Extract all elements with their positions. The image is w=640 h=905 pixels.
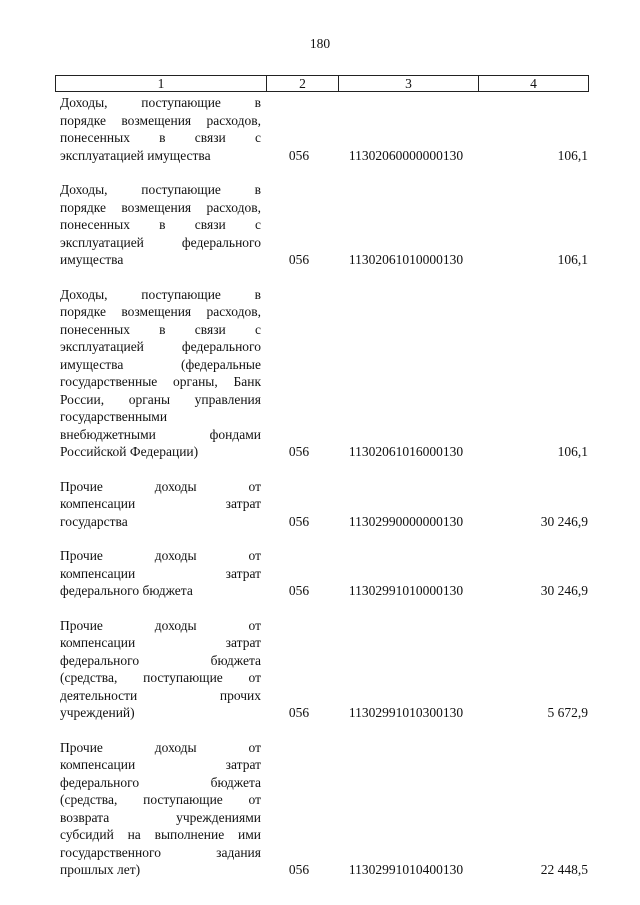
row-name-line: государственного задания — [60, 844, 261, 860]
header-col-1: 1 — [56, 76, 267, 92]
row-admin-code: 056 — [288, 583, 310, 598]
row-name — [55, 94, 261, 164]
row-name-line: (средства, поступающие от — [60, 670, 261, 685]
row-name-line: понесенных в связи с — [60, 130, 261, 145]
row-budget-code: 11302061016000130 — [348, 444, 464, 459]
row-name-line: федерального бюджета — [60, 774, 261, 790]
row-amount: 106,1 — [557, 444, 588, 459]
row-name-line: возврата учреждениями — [60, 809, 261, 825]
table-body — [55, 94, 588, 896]
row-name-line: государства — [60, 513, 128, 529]
header-col-4: 4 — [479, 76, 589, 92]
row-name-line: компенсации затрат — [60, 635, 261, 650]
row-budget-code: 11302061010000130 — [348, 252, 464, 267]
table-row — [55, 94, 588, 164]
row-admin-code: 056 — [288, 862, 310, 877]
row-name-line: Российской Федерации) — [60, 444, 199, 459]
row-name — [55, 547, 261, 600]
row-name-line: понесенных в связи с — [60, 321, 261, 337]
row-name-line: Прочие доходы от — [60, 739, 261, 755]
row-name-line: субсидий на выполнение ими — [60, 827, 261, 842]
row-name-line: федерального бюджета — [60, 652, 261, 668]
row-name-line: порядке возмещения расходов, — [60, 112, 261, 128]
row-budget-code: 11302991010300130 — [348, 705, 464, 720]
table-row — [55, 478, 588, 531]
row-budget-code: 11302991010400130 — [348, 862, 464, 877]
row-budget-code: 11302060000000130 — [348, 147, 464, 163]
row-name-line: федерального бюджета — [60, 583, 193, 598]
row-name-line: Прочие доходы от — [60, 478, 261, 494]
row-name-line: имущества (федеральные — [60, 356, 261, 372]
row-amount: 106,1 — [557, 147, 588, 163]
row-admin-code: 056 — [288, 705, 310, 720]
row-name-line: деятельности прочих — [60, 687, 261, 703]
row-name-line: понесенных в связи с — [60, 217, 261, 232]
row-name-line: Доходы, поступающие в — [60, 95, 261, 110]
table-row — [55, 286, 588, 461]
table-row — [55, 547, 588, 600]
row-name-line: Доходы, поступающие в — [60, 286, 261, 302]
header-col-3: 3 — [339, 76, 479, 92]
table-row — [55, 181, 588, 269]
row-admin-code: 056 — [288, 513, 310, 529]
row-name-line: государственными — [60, 409, 168, 424]
row-name-line: Доходы, поступающие в — [60, 182, 261, 197]
row-name-line: эксплуатацией федерального — [60, 234, 261, 250]
header-col-2: 2 — [267, 76, 339, 92]
row-name-line: Прочие доходы от — [60, 617, 261, 633]
row-amount: 22 448,5 — [540, 862, 588, 877]
row-name-line: эксплуатацией федерального — [60, 339, 261, 354]
row-admin-code: 056 — [288, 252, 310, 267]
row-amount: 5 672,9 — [547, 705, 588, 720]
row-name — [55, 286, 261, 461]
row-name-line: (средства, поступающие от — [60, 792, 261, 807]
page-number: 180 — [309, 36, 331, 51]
table-row — [55, 739, 588, 879]
row-admin-code: 056 — [288, 444, 310, 459]
row-name — [55, 478, 261, 531]
row-amount: 106,1 — [557, 252, 588, 267]
row-amount: 30 246,9 — [540, 583, 588, 598]
table-header — [55, 75, 589, 92]
row-name-line: компенсации затрат — [60, 757, 261, 772]
row-name-line: Прочие доходы от — [60, 548, 261, 563]
row-name — [55, 617, 261, 722]
row-budget-code: 11302990000000130 — [348, 513, 464, 529]
row-name-line: России, органы управления — [60, 391, 261, 407]
row-amount: 30 246,9 — [540, 513, 588, 529]
row-name-line: государственные органы, Банк — [60, 374, 261, 389]
row-name-line: порядке возмещения расходов, — [60, 199, 261, 215]
row-admin-code: 056 — [288, 147, 310, 163]
row-name-line: внебюджетными фондами — [60, 426, 261, 442]
table-row — [55, 617, 588, 722]
row-name-line: компенсации затрат — [60, 565, 261, 581]
row-name — [55, 181, 261, 269]
row-name-line: прошлых лет) — [60, 862, 141, 877]
row-budget-code: 11302991010000130 — [348, 583, 464, 598]
row-name — [55, 739, 261, 879]
row-name-line: имущества — [60, 252, 124, 267]
row-name-line: компенсации затрат — [60, 496, 261, 511]
row-name-line: учреждений) — [60, 705, 135, 720]
row-name-line: эксплуатацией имущества — [60, 147, 211, 163]
row-name-line: порядке возмещения расходов, — [60, 304, 261, 319]
